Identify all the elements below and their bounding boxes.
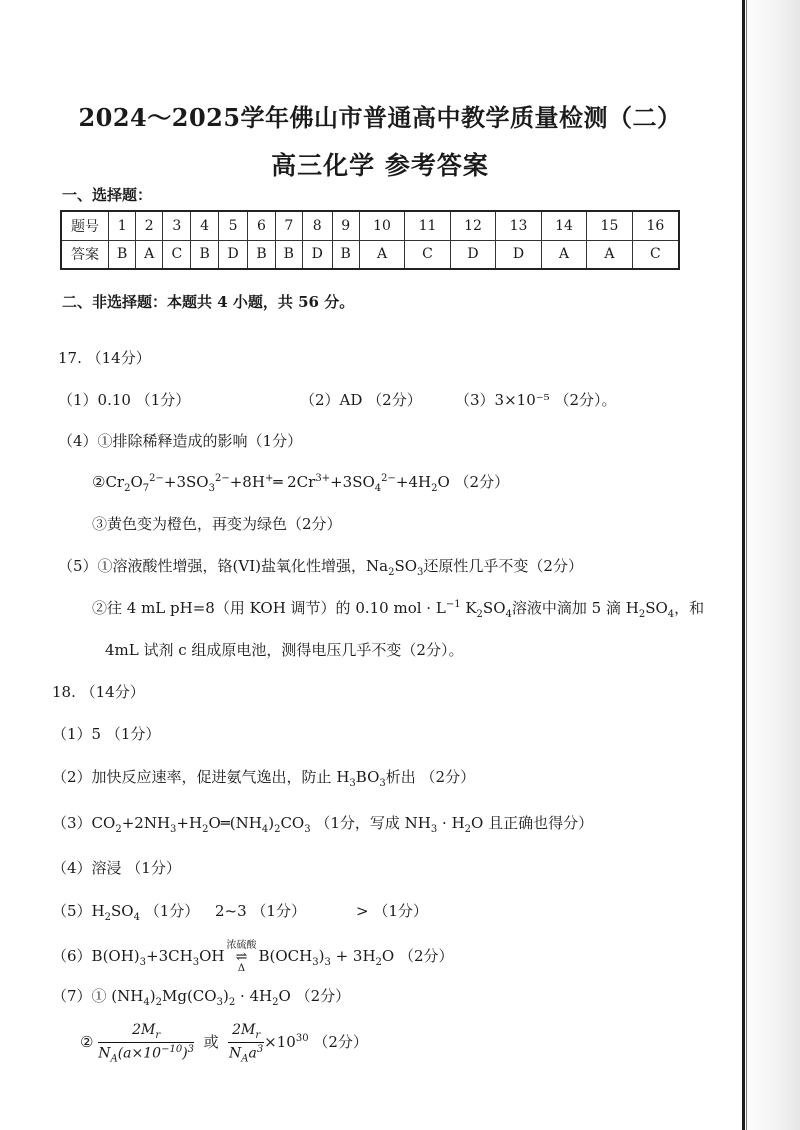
q18-part1: （1）5 （1分）	[52, 725, 161, 743]
q18-part7a: （7）① $(NH_4)_2Mg(CO_3)_2 \cdot 4H_2O$ （2分）	[52, 987, 351, 1008]
table-cell-number: 16	[632, 211, 679, 240]
table-cell-number: 10	[359, 211, 404, 240]
answer-table-answer-row	[61, 240, 679, 269]
table-cell-answer: C	[163, 240, 191, 269]
q18-part7b: ② $\frac{2M_r}{N_A(a\times 10^{-10})^3}$ 或 $\frac{2M_r}{N_Aa^3}$ $\times 10^{30}$ （2分）	[80, 1022, 368, 1065]
table-cell-number: 4	[191, 211, 218, 240]
table-cell-answer: B	[248, 240, 275, 269]
table-cell-number: 13	[496, 211, 541, 240]
table-cell-number: 9	[332, 211, 359, 240]
q18-part2: （2）加快反应速率，促进氨气逸出，防止 $H_3BO_3$析出 （2分）	[52, 768, 476, 789]
q18-part5a: $(5)H_2SO_4$ （1分）	[52, 902, 200, 923]
q18-title: 18. （14分）	[52, 683, 145, 701]
table-cell-answer: A	[136, 240, 163, 269]
q17-part1: （1）0.10 （1分）	[58, 391, 191, 409]
q18-part6-equation: $(6)B(OH)_3+3CH_3OH$浓硫酸 ⇌ $\Delta B(OCH_3)_3 + 3H_2O$ （2分）	[52, 940, 454, 974]
section1-heading: 一、选择题：	[62, 186, 153, 204]
table-cell-answer: A	[541, 240, 586, 269]
q17-part5a: （5）①溶液酸性增强，铬(VI)盐氧化性增强，$Na_2SO_3$还原性几乎不变（2分）	[58, 557, 583, 578]
table-cell-answer: B	[332, 240, 359, 269]
q17-part5b: ②往 4 mL pH=8（用 KOH 调节）的 0.10 mol · $L^{-1}$ $K_2SO_4$溶液中滴加 5 滴 $H_2SO_4$，和	[92, 599, 705, 620]
table-cell-answer: B	[191, 240, 218, 269]
answer-table	[60, 210, 680, 270]
q17-part5c: 4mL 试剂 c 组成原电池，测得电压几乎不变（2分）。	[105, 641, 464, 659]
page-title: 2024～2025学年佛山市普通高中教学质量检测（二）	[78, 103, 682, 132]
q18-part3: $(3)CO_2+2NH_3+H_2O═(NH_4)_2CO_3$ （1分，写成 $NH_3 \cdot H_2O$ 且正确也得分）	[52, 814, 594, 835]
row-label-answer: 答案	[61, 240, 109, 269]
q17-part4c: ③黄色变为橙色，再变为绿色（2分）	[92, 515, 342, 533]
table-cell-number: 6	[248, 211, 275, 240]
table-cell-answer: C	[405, 240, 450, 269]
row-label-number: 题号	[61, 211, 109, 240]
table-cell-number: 1	[109, 211, 136, 240]
table-cell-number: 2	[136, 211, 163, 240]
q17-part2: （2）AD （2分）	[300, 391, 422, 409]
table-cell-number: 7	[275, 211, 302, 240]
reaction-arrow: 浓硫酸 ⇌ Δ	[226, 940, 257, 974]
density-fraction-2: $\frac{2M_r}{N_Aa^3}$	[229, 1022, 264, 1065]
q18-part5b: 2~3 （1分）	[215, 902, 306, 920]
q17-title: 17. （14分）	[58, 349, 151, 367]
q17-part4a: （4）①排除稀释造成的影响（1分）	[58, 432, 303, 450]
table-cell-answer: D	[302, 240, 332, 269]
table-cell-number: 11	[405, 211, 450, 240]
table-cell-answer: A	[587, 240, 632, 269]
table-cell-answer: D	[218, 240, 248, 269]
table-cell-number: 3	[163, 211, 191, 240]
page-subtitle: 高三化学 参考答案	[271, 151, 489, 180]
table-cell-number: 12	[450, 211, 495, 240]
table-cell-number: 15	[587, 211, 632, 240]
q18-part4: （4）溶浸 （1分）	[52, 859, 181, 877]
q17-part3: （3）3×10⁻⁵ （2分）。	[455, 391, 617, 409]
q18-part5c: > （1分）	[356, 902, 428, 920]
density-fraction-1: $\frac{2M_r}{N_A(a\times 10^{-10})^3}$	[98, 1022, 195, 1065]
section2-heading: 二、非选择题：本题共 4 小题，共 56 分。	[62, 293, 355, 311]
equilibrium-arrow-icon: ⇌	[235, 949, 248, 965]
table-cell-number: 14	[541, 211, 586, 240]
table-cell-answer: B	[109, 240, 136, 269]
table-cell-number: 8	[302, 211, 332, 240]
table-cell-answer: D	[496, 240, 541, 269]
table-cell-answer: A	[359, 240, 404, 269]
table-cell-number: 5	[218, 211, 248, 240]
answer-table-number-row	[61, 211, 679, 240]
q17-part4b-equation: $②Cr_2O_7^{2-}+3SO_3^{2-}+8H^+═$ $2Cr^{3+}+3SO_4^{2-}+4H_2O$ （2分）	[92, 473, 510, 494]
table-cell-answer: C	[632, 240, 679, 269]
table-cell-answer: B	[275, 240, 302, 269]
table-cell-answer: D	[450, 240, 495, 269]
